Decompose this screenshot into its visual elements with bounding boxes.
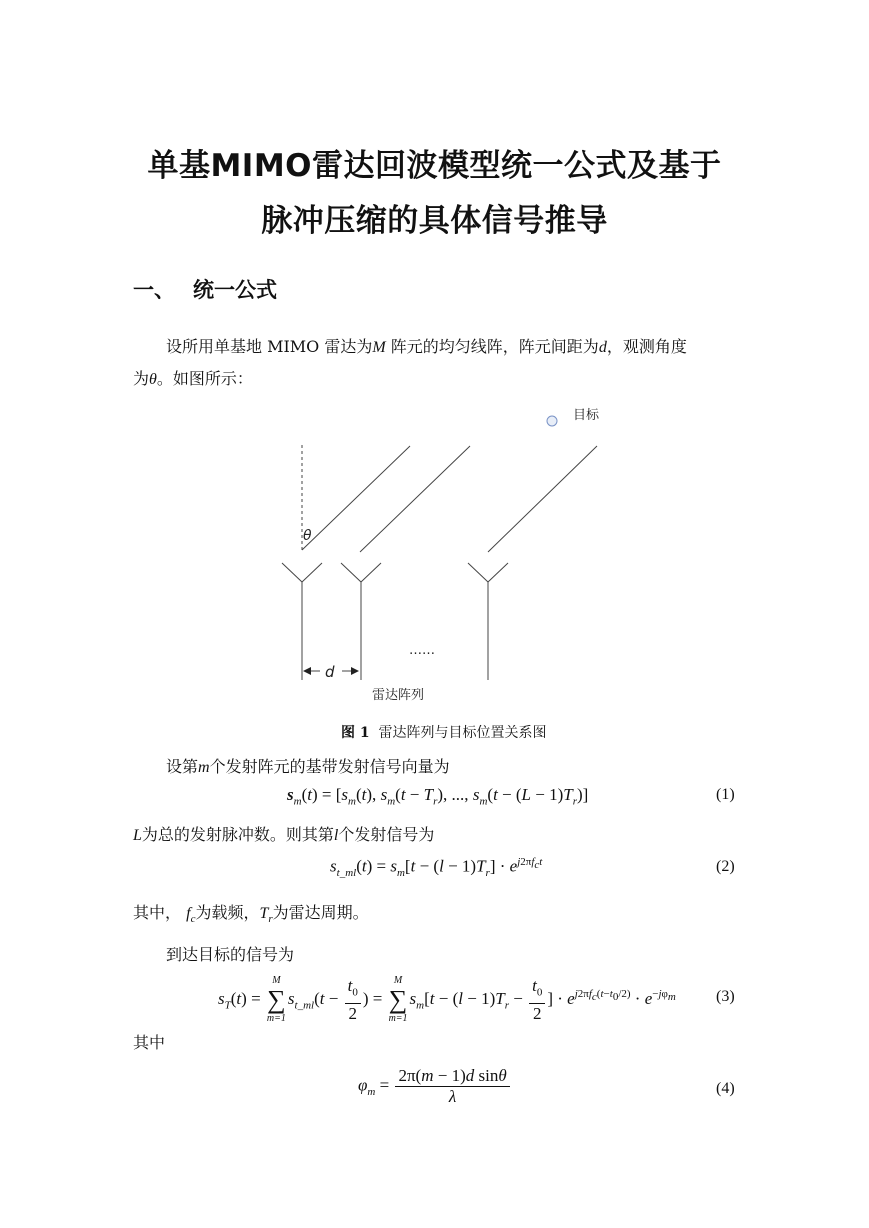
array-label: 雷达阵列 — [372, 688, 425, 703]
var-M: M — [372, 339, 386, 356]
antenna-2 — [341, 563, 381, 680]
equation-4-number: (4) — [716, 1080, 735, 1097]
text-s2b: 个发射信号为 — [338, 825, 435, 844]
equation-3-number: (3) — [716, 988, 735, 1005]
ray-3 — [488, 446, 597, 552]
equation-2: $s_{t\_ml}(t) = s_m[t - (l - 1)T_r] \cdot e^{j2\pi f_ct}$ — [330, 856, 543, 880]
intro-text-b: 阵元的均匀线阵，阵元间距为 — [385, 337, 599, 356]
target-marker — [547, 416, 557, 426]
equation-4: $\varphi_m$ = $\frac{\text{2π(m − 1)d sinθ}}{\lambda}$ — [358, 1066, 512, 1107]
ray-2 — [360, 446, 470, 552]
figure-caption — [341, 722, 547, 742]
var-l: l — [333, 827, 339, 844]
var-L: L — [133, 827, 142, 844]
var-theta: θ — [149, 371, 157, 388]
caption-number: 图 1 — [341, 725, 370, 741]
text-s3c: 为雷达周期。 — [272, 903, 369, 922]
theta-label: θ — [303, 528, 312, 544]
equation-3: $s_T(t)$ = M ∑ m=1 $s_{t\_ml}(t$ − $\frac{t_0}{2}$ ) = M ∑ m=1 $s_m[t - (l - 1)T_r$ − $\frac{t_0}{2}$ ] · $e^{j2\pi f_c(t-t_0/2)} \cdot e^{-j\varphi_m}$ — [218, 975, 676, 1024]
antenna-3 — [468, 563, 508, 680]
section-number: 一、 — [133, 278, 175, 302]
text-line-fc-tr: 其中， $f_c$为载频，$T_r$为雷达周期。 — [133, 903, 369, 926]
text-s3a: 其中， — [133, 903, 182, 922]
antenna-1 — [282, 563, 322, 680]
text-line-eq4-intro: 其中 — [133, 1033, 166, 1052]
equation-1-number: (1) — [716, 786, 735, 803]
text-s1a: 设第 — [166, 757, 199, 776]
text-s2a: 为总的发射脉冲数。则其第 — [141, 825, 334, 844]
text-line-eq2-intro — [133, 820, 434, 851]
intro-text-c: ，观测角度 — [606, 337, 687, 356]
section-heading: 统一公式 — [193, 278, 277, 302]
text-s3b: 为载频， — [195, 903, 260, 922]
intro-text-e: 。如图所示： — [156, 369, 253, 388]
title-line-2: 脉冲压缩的具体信号推导 — [261, 203, 608, 239]
equation-2-number: (2) — [716, 858, 735, 875]
var-d: d — [598, 339, 607, 356]
equation-1: $s_m(t) = [s_m(t)$, $s_m(t - T_r)$, ..., $s_m(t - (L - 1)T_r)$] — [287, 785, 589, 808]
target-label: 目标 — [573, 408, 600, 423]
dots-label: …… — [409, 643, 435, 658]
intro-text-a: 设所用单基地 MIMO 雷达为 — [166, 337, 373, 356]
spacing-d-label: d — [325, 663, 335, 681]
text-s1b: 个发射阵元的基带发射信号向量为 — [209, 757, 450, 776]
intro-text-d: 为 — [133, 369, 150, 388]
var-m: m — [198, 759, 210, 776]
text-line-eq1-intro — [166, 752, 450, 783]
title-line-1: 单基MIMO雷达回波模型统一公式及基于 — [147, 148, 722, 184]
caption-text: 雷达阵列与目标位置关系图 — [378, 725, 547, 741]
ray-1 — [302, 446, 410, 550]
text-line-eq3-intro: 到达目标的信号为 — [166, 945, 295, 964]
